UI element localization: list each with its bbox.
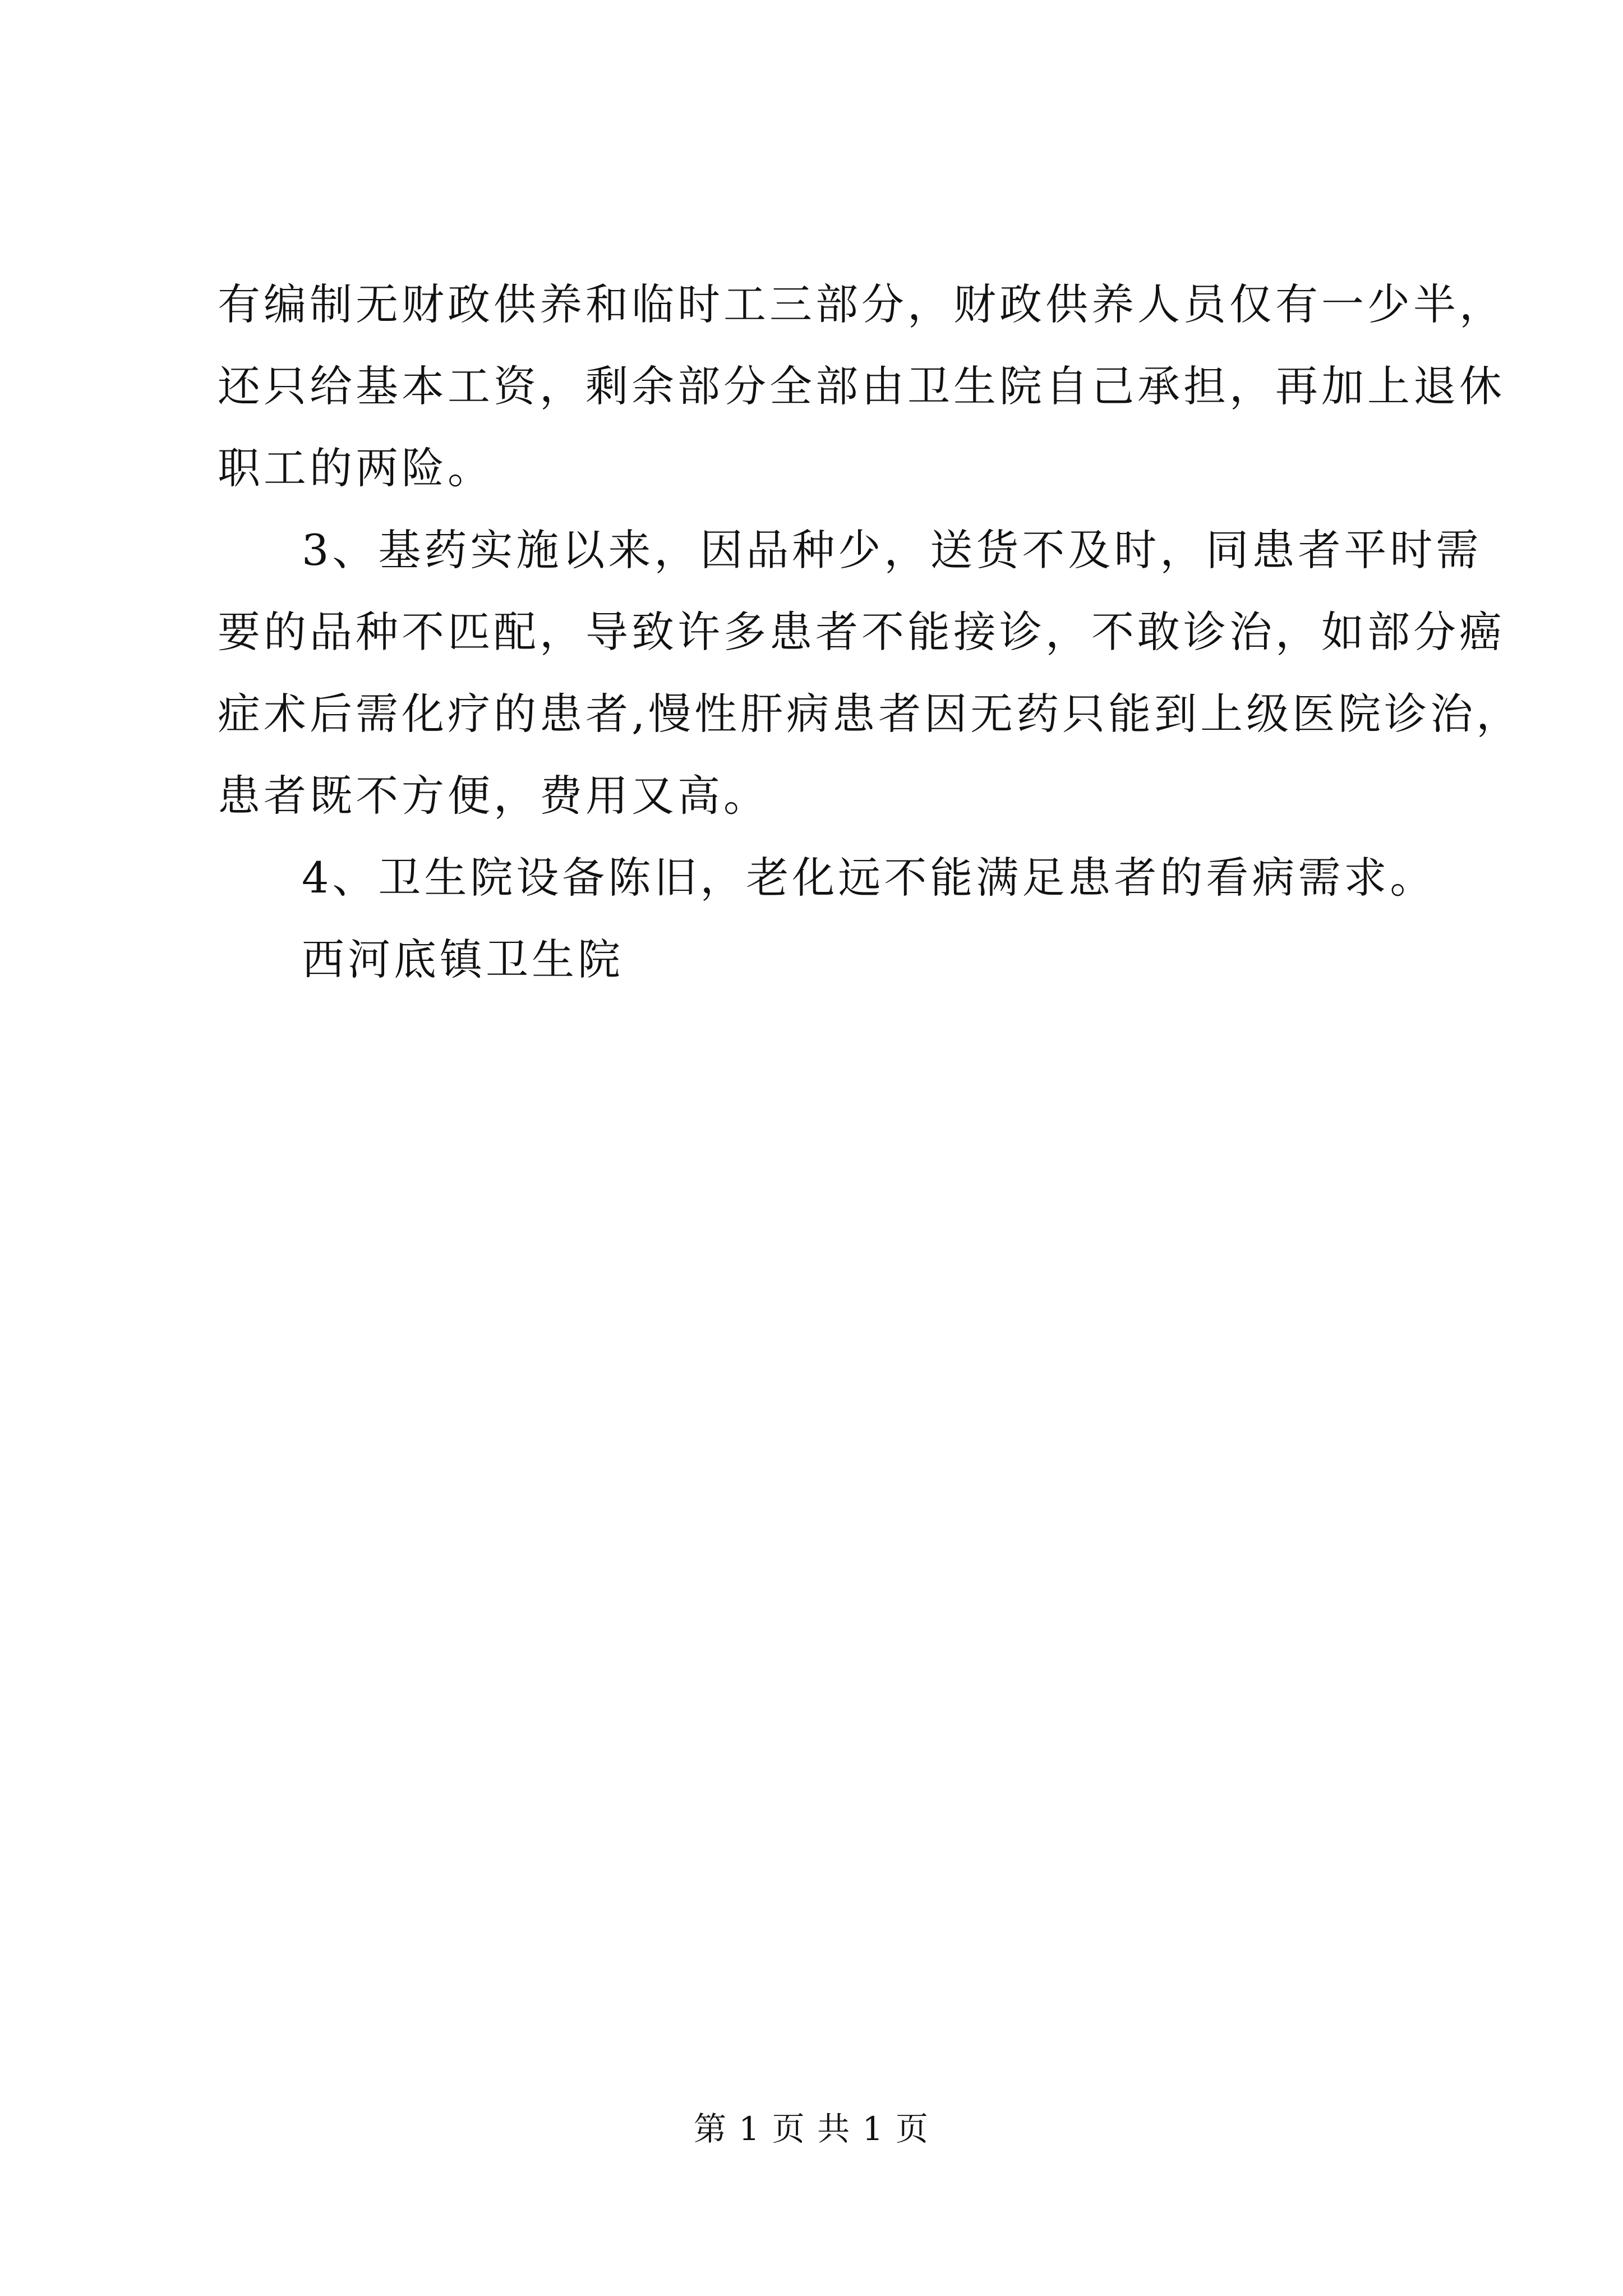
paragraph-line: 要的品种不匹配，导致许多患者不能接诊，不敢诊治，如部分癌 (218, 607, 1505, 657)
paragraph-line: 职工的两险。 (218, 443, 494, 493)
paragraph-line: 4、卫生院设备陈旧，老化远不能满足患者的看病需求。 (302, 853, 1436, 903)
paragraph-line: 有编制无财政供养和临时工三部分，财政供养人员仅有一少半， (218, 279, 1505, 329)
paragraph-line: 症术后需化疗的患者,慢性肝病患者因无药只能到上级医院诊治， (218, 689, 1523, 739)
paragraph-line: 还只给基本工资，剩余部分全部由卫生院自己承担，再加上退休 (218, 361, 1505, 411)
document-body (218, 264, 1523, 1001)
signature-line: 西河底镇卫生院 (302, 935, 624, 984)
page-number-footer: 第 1 页 共 1 页 (694, 2110, 929, 2148)
paragraph-line: 患者既不方便，费用又高。 (218, 771, 769, 821)
paragraph-line: 3、基药实施以来，因品种少，送货不及时，同患者平时需 (302, 525, 1482, 575)
